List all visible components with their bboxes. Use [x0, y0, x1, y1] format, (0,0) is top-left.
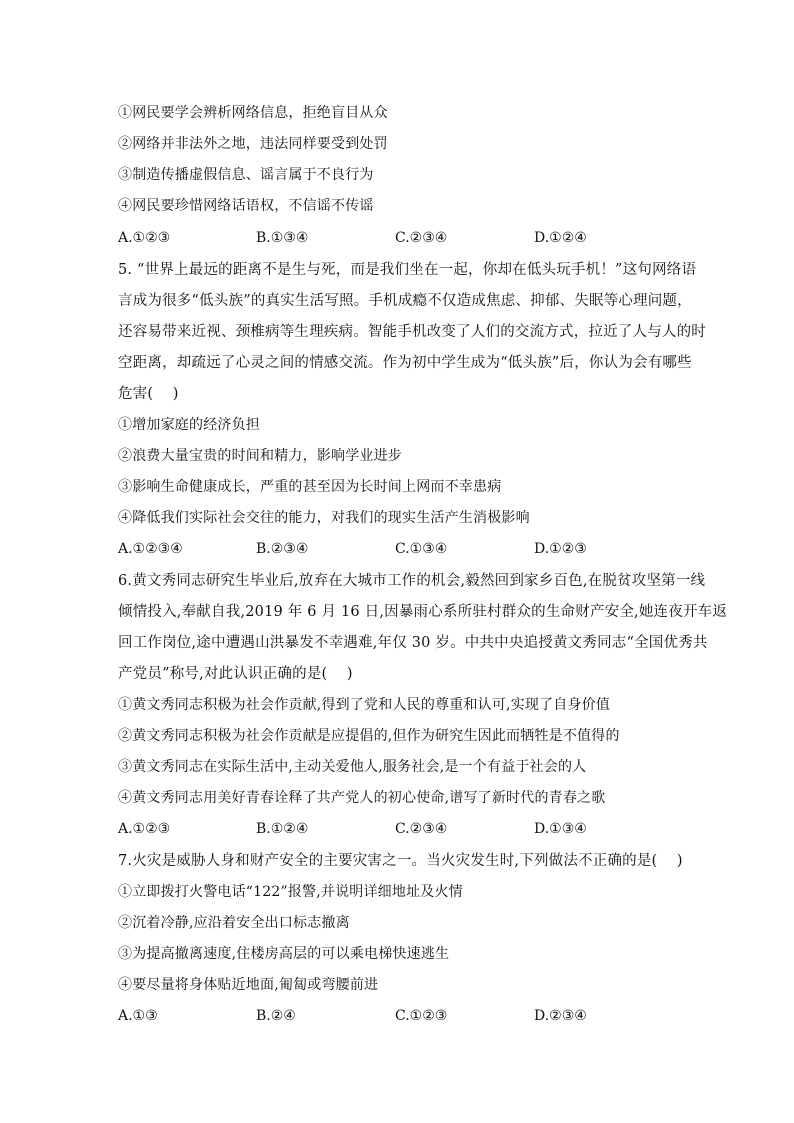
- q6-item-3: ③黄文秀同志在实际生活中,主动关爱他人,服务社会,是一个有益于社会的人: [118, 759, 587, 775]
- q7-option-c[interactable]: C.①②③: [395, 1008, 448, 1024]
- q4-option-d[interactable]: D.①②④: [534, 230, 587, 246]
- q6-stem-line-2: 倾情投入,奉献自我,2019 年 6 月 16 日,因暴雨心系所驻村群众的生命财产安全,她连夜开车返: [118, 604, 728, 620]
- q4-item-4: ④网民要珍惜网络话语权，不信谣不传谣: [118, 198, 374, 214]
- q6-item-2: ②黄文秀同志积极为社会作贡献是应提倡的,但作为研究生因此而牺牲是不值得的: [118, 728, 620, 744]
- q5-option-d[interactable]: D.①②③: [534, 541, 587, 557]
- q6-option-b[interactable]: B.①②④: [256, 821, 309, 837]
- q6-option-a[interactable]: A.①②③: [118, 821, 171, 837]
- q6-item-1: ①黄文秀同志积极为社会作贡献,得到了党和人民的尊重和认可,实现了自身价值: [118, 697, 611, 713]
- q6-stem-line-3: 回工作岗位,途中遭遇山洪暴发不幸遇难,年仅 30 岁。中共中央追授黄文秀同志“全国优秀共: [118, 635, 708, 651]
- q7-item-4: ④要尽量将身体贴近地面,匍匐或弯腰前进: [118, 977, 379, 993]
- q7-option-a[interactable]: A.①③: [118, 1008, 158, 1024]
- q5-stem-line-2: 言成为很多“低头族”的真实生活写照。手机成瘾不仅造成焦虑、抑郁、失眠等心理问题，: [118, 293, 692, 309]
- q7-stem-line-1: 7.火灾是威胁人身和财产安全的主要灾害之一。当火灾发生时,下列做法不正确的是( ): [118, 853, 683, 869]
- q7-item-3: ③为提高撤离速度,住楼房高层的可以乘电梯快速逃生: [118, 946, 450, 962]
- q5-item-4: ④降低我们实际社会交往的能力，对我们的现实生活产生消极影响: [118, 510, 530, 526]
- q5-option-c[interactable]: C.①③④: [395, 541, 448, 557]
- q4-option-b[interactable]: B.①③④: [256, 230, 309, 246]
- q6-option-c[interactable]: C.②③④: [395, 821, 448, 837]
- q4-item-3: ③制造传播虚假信息、谣言属于不良行为: [118, 167, 374, 183]
- q7-options: [118, 1006, 718, 1026]
- q6-stem-line-4: 产党员”称号,对此认识正确的是( ): [118, 666, 353, 682]
- q4-item-2: ②网络并非法外之地，违法同样要受到处罚: [118, 136, 388, 152]
- q5-option-b[interactable]: B.②③④: [256, 541, 309, 557]
- q5-option-a[interactable]: A.①②③④: [118, 541, 183, 557]
- q4-options: [118, 228, 718, 248]
- q5-options: [118, 539, 718, 559]
- q6-stem-line-1: 6.黄文秀同志研究生毕业后,放弃在大城市工作的机会,毅然回到家乡百色,在脱贫攻坚第一线: [118, 573, 706, 589]
- q5-stem-line-5: 危害( ): [118, 386, 179, 402]
- q7-option-d[interactable]: D.②③④: [534, 1008, 587, 1024]
- q5-stem-line-3: 还容易带来近视、颈椎病等生理疾病。智能手机改变了人们的交流方式，拉近了人与人的时: [118, 324, 706, 340]
- q6-item-4: ④黄文秀同志用美好青春诠释了共产党人的初心使命,谱写了新时代的青春之歌: [118, 790, 606, 806]
- q5-stem-line-4: 空距离，却疏远了心灵之间的情感交流。作为初中学生成为“低头族”后，你认为会有哪些: [118, 355, 692, 371]
- q5-item-1: ①增加家庭的经济负担: [118, 417, 260, 433]
- q7-item-1: ①立即拨打火警电话“122”报警,并说明详细地址及火情: [118, 884, 463, 900]
- q4-option-a[interactable]: A.①②③: [118, 230, 171, 246]
- q7-option-b[interactable]: B.②④: [256, 1008, 296, 1024]
- q4-option-c[interactable]: C.②③④: [395, 230, 448, 246]
- q7-item-2: ②沉着冷静,应沿着安全出口标志撤离: [118, 915, 350, 931]
- q4-item-1: ①网民要学会辨析网络信息，拒绝盲目从众: [118, 105, 388, 121]
- q5-item-2: ②浪费大量宝贵的时间和精力，影响学业进步: [118, 448, 402, 464]
- q5-item-3: ③影响生命健康成长，严重的甚至因为长时间上网而不幸患病: [118, 479, 502, 495]
- q6-option-d[interactable]: D.①③④: [534, 821, 587, 837]
- q6-options: [118, 819, 718, 839]
- q5-stem-line-1: 5. “世界上最远的距离不是生与死，而是我们坐在一起，你却在低头玩手机！”这句网络语: [118, 262, 697, 278]
